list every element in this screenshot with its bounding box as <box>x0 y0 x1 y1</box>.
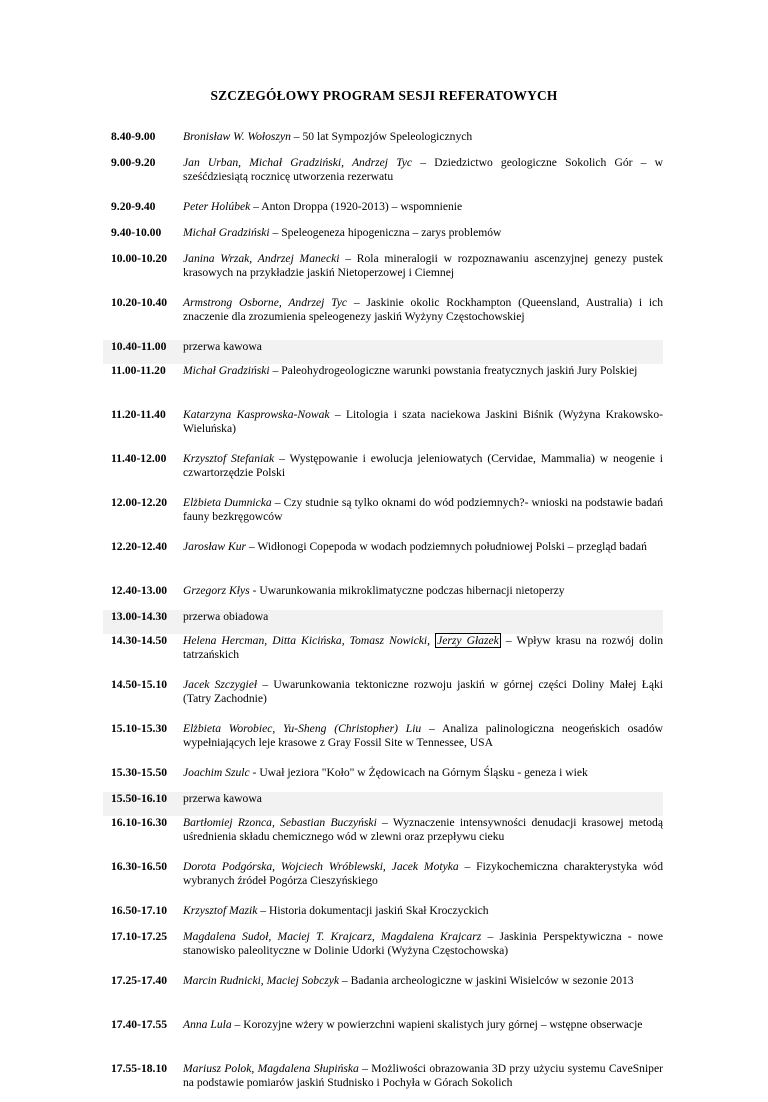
session-title: – Uwarunkowania tektoniczne rozwoju jaskiń w górnej części Doliny Małej Łąki (Tatry Zachodnie) <box>183 678 663 705</box>
session-time: 16.50-17.10 <box>111 904 168 917</box>
session-title: – Paleohydrogeologiczne warunki powstania freatycznych jaskiń Jury Polskiej <box>269 364 638 377</box>
session-time: 10.40-11.00 <box>103 340 181 364</box>
session-title: – Wyznaczenie intensywności denudacji krasowej metodą uśrednienia składu chemicznego wód w zlewni oraz przepływu cieku <box>183 816 663 843</box>
session-time: 9.20-9.40 <box>111 200 156 213</box>
session-title: – Anton Droppa (1920-2013) – wspomnienie <box>250 200 463 213</box>
program-row <box>103 452 663 496</box>
program-row <box>103 340 663 364</box>
session-description <box>181 1062 663 1102</box>
session-description <box>181 974 663 1018</box>
program-row <box>103 930 663 974</box>
session-time: 14.50-15.10 <box>111 678 168 691</box>
session-time: 13.00-14.30 <box>103 610 181 634</box>
session-description <box>181 252 663 296</box>
session-authors: Krzysztof Stefaniak <box>183 452 275 465</box>
session-title: – Rola mineralogii w rozpoznawaniu ascenzyjnej genezy pustek krasowych na przykładzie jaskiń Nietoperzowej i Ciemnej <box>183 252 663 279</box>
session-authors: Armstrong Osborne, Andrzej Tyc <box>183 296 348 309</box>
session-description <box>181 364 663 408</box>
program-row <box>103 496 663 540</box>
session-title: – Fizykochemiczna charakterystyka wód wybranych źródeł Pogórza Cieszyńskiego <box>183 860 663 887</box>
session-title: - Uwał jeziora "Koło" w Żędowicach na Górnym Śląsku - geneza i wiek <box>249 766 588 779</box>
session-time: 15.10-15.30 <box>111 722 168 735</box>
program-row <box>103 816 663 860</box>
session-title: - Uwarunkowania mikroklimatyczne podczas hibernacji nietoperzy <box>249 584 565 597</box>
session-time: 12.20-12.40 <box>111 540 168 553</box>
program-row <box>103 584 663 610</box>
session-authors: Jarosław Kur <box>183 540 247 553</box>
session-authors: Bronisław W. Wołoszyn <box>183 130 291 143</box>
session-time: 12.00-12.20 <box>111 496 168 509</box>
session-authors: Katarzyna Kasprowska-Nowak <box>183 408 330 421</box>
session-title: przerwa kawowa <box>183 340 262 353</box>
session-authors: Joachim Szulc <box>183 766 250 779</box>
session-time: 8.40-9.00 <box>111 130 156 143</box>
program-row <box>103 130 663 156</box>
session-authors: Magdalena Sudoł, Maciej T. Krajcarz, Magdalena Krajcarz <box>183 930 482 943</box>
program-body <box>103 130 663 1102</box>
session-description <box>181 766 663 792</box>
session-title: – Możliwości obrazowania 3D przy użyciu systemu CaveSniper na podstawie pomiarów jaskiń Studnisko i Pochyła w Górach Sokolich <box>183 1062 663 1089</box>
session-authors: Anna Lula <box>183 1018 232 1031</box>
program-row <box>103 860 663 904</box>
program-row <box>103 1062 663 1102</box>
session-description <box>181 296 663 340</box>
session-description <box>181 496 663 540</box>
session-title: – Widłonogi Copepoda w wodach podziemnych południowej Polski – przegląd badań <box>246 540 647 553</box>
session-description <box>181 610 663 634</box>
session-title: – 50 lat Sympozjów Speleologicznych <box>290 130 473 143</box>
session-time: 10.00-10.20 <box>111 252 168 265</box>
program-row <box>103 766 663 792</box>
program-row <box>103 678 663 722</box>
session-time: 17.25-17.40 <box>111 974 168 987</box>
session-title: przerwa kawowa <box>183 792 262 805</box>
session-title: – Dziedzictwo geologiczne Sokolich Gór – w sześćdziesiątą rocznicę utworzenia rezerwatu <box>183 156 664 183</box>
session-authors: Grzegorz Kłys <box>183 584 250 597</box>
session-description <box>181 584 663 610</box>
session-time: 11.40-12.00 <box>111 452 167 465</box>
session-description <box>181 130 663 156</box>
session-title: – Korozyjne wżery w powierzchni wapieni skalistych jury górnej – wstępne obserwacje <box>231 1018 643 1031</box>
session-authors: Michał Gradziński <box>183 364 270 377</box>
session-description <box>181 904 663 930</box>
session-title: – Występowanie i ewolucja jeleniowatych (Cervidae, Mammalia) w neogenie i czwartorzędzie Polski <box>183 452 663 479</box>
program-row <box>103 200 663 226</box>
session-title: – Speleogeneza hipogeniczna – zarys problemów <box>269 226 502 239</box>
session-authors: Mariusz Polok, Magdalena Słupińska <box>183 1062 359 1075</box>
program-row <box>103 974 663 1018</box>
session-description <box>181 634 663 678</box>
program-row <box>103 634 663 678</box>
session-time: 14.30-14.50 <box>111 634 168 647</box>
program-table <box>103 130 663 1102</box>
session-description <box>181 226 663 252</box>
session-title: przerwa obiadowa <box>183 610 269 623</box>
session-title: – Wpływ krasu na rozwój dolin tatrzańskich <box>183 634 663 661</box>
session-time: 12.40-13.00 <box>111 584 168 597</box>
session-authors: Jan Urban, Michał Gradziński, Andrzej Tyc <box>183 156 413 169</box>
session-authors: Janina Wrzak, Andrzej Manecki <box>183 252 340 265</box>
session-authors: Marcin Rudnicki, Maciej Sobczyk <box>183 974 340 987</box>
program-row <box>103 722 663 766</box>
program-row <box>103 1018 663 1062</box>
session-time: 17.10-17.25 <box>111 930 168 943</box>
session-description <box>181 340 663 364</box>
session-title: – Historia dokumentacji jaskiń Skał Kroczyckich <box>257 904 489 917</box>
session-time: 11.00-11.20 <box>111 364 166 377</box>
session-description <box>181 540 663 584</box>
session-title: – Badania archeologiczne w jaskini Wisielców w sezonie 2013 <box>339 974 634 987</box>
session-description <box>181 452 663 496</box>
session-time: 15.30-15.50 <box>111 766 168 779</box>
session-time: 9.40-10.00 <box>111 226 162 239</box>
session-time: 17.40-17.55 <box>111 1018 168 1031</box>
session-time: 9.00-9.20 <box>111 156 156 169</box>
session-authors: Krzysztof Mazik <box>183 904 258 917</box>
page-title: SZCZEGÓŁOWY PROGRAM SESJI REFERATOWYCH <box>210 88 558 103</box>
session-description <box>181 792 663 816</box>
session-authors: Elżbieta Worobiec, Yu-Sheng (Christopher) Liu <box>183 722 422 735</box>
session-description <box>181 678 663 722</box>
session-description <box>181 200 663 226</box>
session-authors: Bartłomiej Rzonca, Sebastian Buczyński <box>183 816 377 829</box>
session-time: 11.20-11.40 <box>111 408 166 421</box>
program-row <box>103 296 663 340</box>
session-authors: Helena Hercman, Ditta Kicińska, Tomasz Nowicki, <box>183 634 436 647</box>
session-title: – Jaskinia Perspektywiczna - nowe stanowisko paleolityczne w Dolinie Udorki (Wyżyna Częstochowska) <box>183 930 663 957</box>
program-row <box>103 252 663 296</box>
program-row <box>103 904 663 930</box>
session-authors: Jacek Szczygieł <box>183 678 258 691</box>
highlighted-author: Jerzy Głazek <box>437 634 499 647</box>
session-description <box>181 722 663 766</box>
session-title: – Czy studnie są tylko oknami do wód podziemnych?- wnioski na podstawie badań fauny bezkręgowców <box>183 496 663 523</box>
program-row <box>103 408 663 452</box>
session-time: 10.20-10.40 <box>111 296 168 309</box>
session-description <box>181 860 663 904</box>
session-time: 16.30-16.50 <box>111 860 168 873</box>
session-time: 17.55-18.10 <box>111 1062 168 1075</box>
session-description <box>181 1018 663 1062</box>
session-title: – Litologia i szata naciekowa Jaskini Biśnik (Wyżyna Krakowsko-Wieluńska) <box>183 408 663 435</box>
session-authors: Peter Holúbek <box>183 200 251 213</box>
session-time: 15.50-16.10 <box>103 792 181 816</box>
program-row <box>103 792 663 816</box>
session-description <box>181 816 663 860</box>
program-row <box>103 364 663 408</box>
session-title: – Jaskinie okolic Rockhampton (Queensland, Australia) i ich znaczenie dla zrozumienia speleogenezy jaskiń Wyżyny Częstochowskiej <box>183 296 664 323</box>
session-description <box>181 156 663 200</box>
session-time: 16.10-16.30 <box>111 816 168 829</box>
session-authors: Elżbieta Dumnicka <box>183 496 272 509</box>
program-row <box>103 156 663 200</box>
session-description <box>181 408 663 452</box>
session-title: – Analiza palinologiczna neogeńskich osadów wypełniających leje krasowe z Gray Fossil Site w Tennessee, USA <box>183 722 663 749</box>
session-description <box>181 930 663 974</box>
program-row <box>103 226 663 252</box>
session-authors: Michał Gradziński <box>183 226 270 239</box>
session-authors: Dorota Podgórska, Wojciech Wróblewski, Jacek Motyka <box>183 860 459 873</box>
program-row <box>103 540 663 584</box>
program-row <box>103 610 663 634</box>
